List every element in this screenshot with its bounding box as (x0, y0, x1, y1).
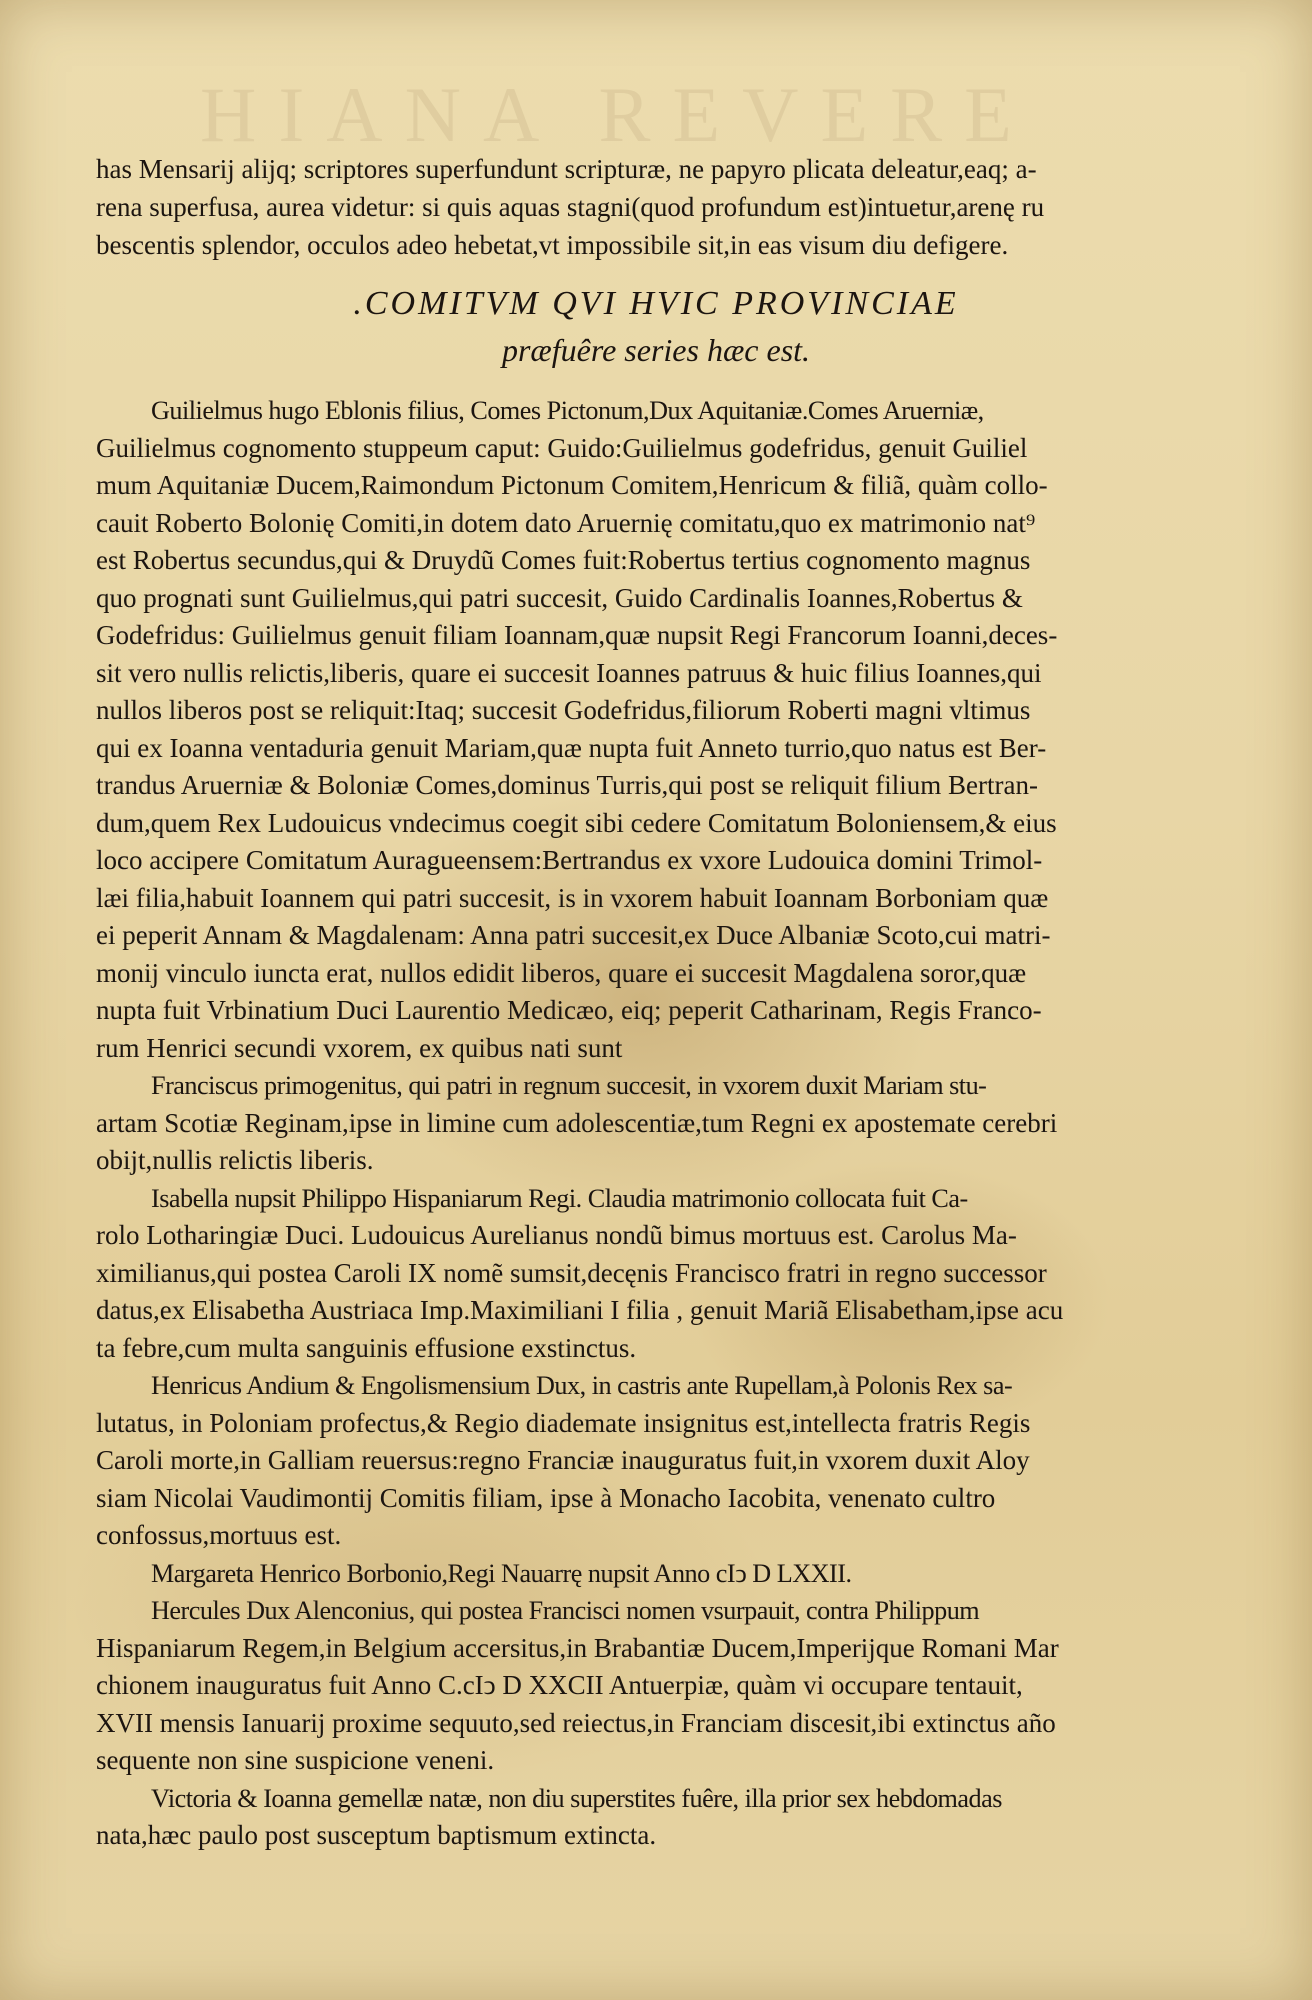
body-line: Caroli morte,in Galliam reuersus:regno Franciæ inauguratus fuit,in vxorem duxit Aloy (96, 1445, 1030, 1475)
intro-line: bescentis splendor, occulos adeo hebetat,vt impossibile sit,in eas visum diu defigere. (96, 230, 1009, 260)
body-line: confossus,mortuus est. (96, 1520, 342, 1550)
body-line: chionem inauguratus fuit Anno C.cIↄ D XXCII Antuerpiæ, quàm vi occupare tentauit, (96, 1670, 1023, 1700)
body-line: Margareta Henrico Borbonio,Regi Nauarrę nupsit Anno cIↄ D LXXII. (151, 1558, 852, 1588)
body-line: cauit Roberto Bolonię Comiti,in dotem dato Aruernię comitatu,quo ex matrimonio nat⁹ (96, 507, 1036, 538)
body-line: monij vinculo iuncta erat, nullos edidit liberos, quare ei succesit Magdalena soror,quæ (96, 957, 1027, 988)
body-line: nata,hæc paulo post susceptum baptismum extincta. (96, 1820, 657, 1850)
body-line: rum Henrici secundi vxorem, ex quibus nati sunt (96, 1032, 623, 1063)
body-line: Guilielmus hugo Eblonis filius, Comes Pictonum,Dux Aquitaniæ.Comes Aruerniæ, (151, 396, 984, 425)
intro-line: has Mensarij alijq; scriptores superfundunt scripturæ, ne papyro plicata deleatur,eaq; a- (96, 154, 1037, 184)
body-line: obijt,nullis relictis liberis. (96, 1145, 374, 1175)
body-text (96, 392, 1226, 1855)
bleed-through-text: HIANA REVERE (200, 71, 1034, 158)
intro-paragraph (96, 150, 1226, 264)
heading-line-1: .COMITVM QVI HVIC PROVINCIAE (353, 285, 959, 322)
body-line: est Robertus secundus,qui & Druydũ Comes fuit:Robertus tertius cognomento magnus (96, 545, 1031, 575)
body-line: Franciscus primogenitus, qui patri in regnum succesit, in vxorem duxit Mariam stu- (151, 1071, 987, 1100)
body-line: ximilianus,qui postea Caroli IX nomẽ sumsit,decęnis Francisco fratri in regno successor (96, 1257, 1047, 1288)
body-line: XVII mensis Ianuarij proxime sequuto,sed reiectus,in Franciam discesit,ibi extinctus año (96, 1707, 1056, 1738)
body-line: rolo Lotharingiæ Duci. Ludouicus Aurelianus nondũ bimus mortuus est. Carolus Ma- (96, 1220, 1017, 1250)
body-line: ta febre,cum multa sanguinis effusione exstinctus. (96, 1332, 637, 1363)
body-line: lutatus, in Poloniam profectus,& Regio diademate insignitus est,intellecta fratris Regis (96, 1407, 1031, 1438)
body-line: Henricus Andium & Engolismensium Dux, in castris ante Rupellam,à Polonis Rex sa- (151, 1371, 1013, 1400)
heading-line-2: præfuêre series hæc est. (501, 332, 811, 368)
body-line: Godefridus: Guilielmus genuit filiam Ioannam,quæ nupsit Regi Francorum Ioanni,deces- (96, 620, 1058, 650)
body-line: trandus Aruerniæ & Boloniæ Comes,dominus Turris,qui post se reliquit filium Bertran- (96, 770, 1038, 800)
body-line: nupta fuit Vrbinatium Duci Laurentio Medicæo, eiq; peperit Catharinam, Regis Franco- (96, 995, 1042, 1025)
body-line: sequente non sine suspicione veneni. (96, 1745, 495, 1775)
section-heading (0, 280, 1312, 372)
body-line: sit vero nullis relictis,liberis, quare ei succesit Ioannes patruus & huic filius Ioannes,qui (96, 657, 1042, 688)
body-line: siam Nicolai Vaudimontij Comitis filiam, ipse à Monacho Iacobita, venenato cultro (96, 1482, 996, 1513)
body-line: Hispaniarum Regem,in Belgium accersitus,in Brabantiæ Ducem,Imperijque Romani Mar (96, 1632, 1059, 1663)
intro-line: rena superfusa, aurea videtur: si quis aquas stagni(quod profundum est)intuetur,arenę ru (96, 192, 1045, 222)
body-line: Isabella nupsit Philippo Hispaniarum Regi. Claudia matrimonio collocata fuit Ca- (151, 1183, 968, 1213)
body-line: Guilielmus cognomento stuppeum caput: Guido:Guilielmus godefridus, genuit Guiliel (96, 432, 1028, 463)
body-line: qui ex Ioanna ventaduria genuit Mariam,quæ nupta fuit Anneto turrio,quo natus est Ber- (96, 732, 1047, 763)
body-line: læi filia,habuit Ioannem qui patri succesit, is in vxorem habuit Ioannam Borboniam quæ (96, 882, 1049, 913)
body-line: nullos liberos post se reliquit:Itaq; succesit Godefridus,filiorum Roberti magni vltimus (96, 695, 1031, 725)
body-line: Hercules Dux Alenconius, qui postea Francisci nomen vsurpauit, contra Philippum (151, 1596, 980, 1625)
body-line: quo prognati sunt Guilielmus,qui patri succesit, Guido Cardinalis Ioannes,Robertus & (96, 582, 1023, 613)
body-line: artam Scotiæ Reginam,ipse in limine cum adolescentiæ,tum Regni ex apostemate cerebri (96, 1107, 1058, 1138)
body-line: loco accipere Comitatum Auragueensem:Bertrandus ex vxore Ludouica domini Trimol- (96, 845, 1043, 875)
body-line: Victoria & Ioanna gemellæ natæ, non diu superstites fuêre, illa prior sex hebdomadas (151, 1783, 1002, 1813)
body-line: ei peperit Annam & Magdalenam: Anna patri succesit,ex Duce Albaniæ Scoto,cui matri- (96, 920, 1051, 950)
body-line: mum Aquitaniæ Ducem,Raimondum Pictonum Comitem,Henricum & filiã, quàm collo- (96, 470, 1048, 500)
body-line: datus,ex Elisabetha Austriaca Imp.Maximiliani I filia , genuit Mariã Elisabetham,ipse acu (96, 1295, 1064, 1325)
body-line: dum,quem Rex Ludouicus vndecimus coegit sibi cedere Comitatum Boloniensem,& eius (96, 807, 1057, 838)
